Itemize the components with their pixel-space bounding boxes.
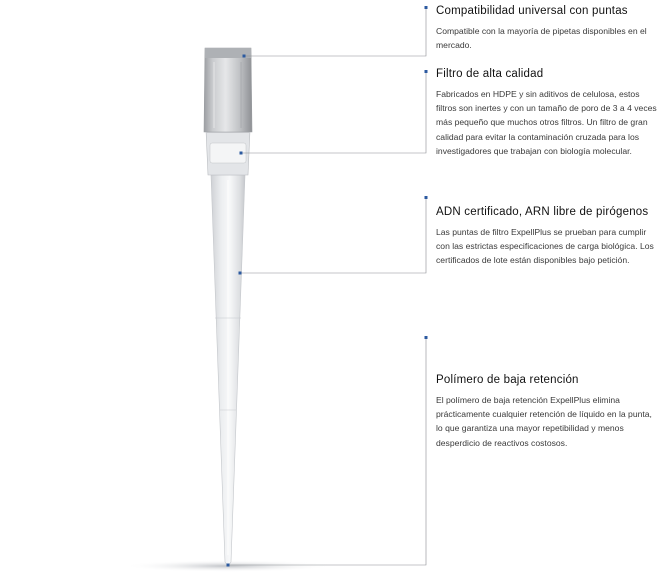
marker-1	[425, 6, 428, 9]
feature-description: Las puntas de filtro ExpellPlus se prueban para cumplir con las estrictas especificaciones de carga biológica. Los certificados de lote están disponibles bajo petición.	[436, 227, 654, 266]
anchor-4	[227, 564, 230, 567]
anchor-1	[243, 55, 246, 58]
callout-line-2	[241, 72, 426, 153]
feature-title: Filtro de alta calidad	[436, 68, 544, 80]
callout-lines	[228, 8, 426, 565]
marker-3	[425, 196, 428, 199]
feature-low-retention-polymer	[436, 373, 658, 450]
feature-title: Compatibilidad universal con puntas	[436, 5, 628, 17]
tip-collar	[204, 48, 252, 132]
feature-universal-compatibility	[436, 4, 662, 52]
feature-description: Compatible con la mayoría de pipetas disponibles en el mercado.	[436, 26, 647, 51]
feature-certified-dna-rna	[436, 205, 658, 268]
callout-line-3	[240, 198, 426, 273]
feature-description: El polímero de baja retención ExpellPlus elimina prácticamente cualquier retención de líquido en la punta, lo que garantiza una mayor repetibilidad y menos desperdicio de reactivos costosos.	[436, 395, 652, 448]
feature-high-quality-filter	[436, 67, 658, 158]
marker-2	[425, 70, 428, 73]
callout-line-1	[244, 8, 426, 56]
callout-line-4	[228, 338, 426, 565]
marker-4	[425, 336, 428, 339]
anchor-3	[239, 272, 242, 275]
feature-description: Fabricados en HDPE y sin aditivos de celulosa, estos filtros son inertes y con un tamaño de poro de 3 a 4 veces más pequeño que muchos otros filtros. Un filtro de gran calidad para evitar la contaminación cruzada para los investigadores que trabajan con biología molecular.	[436, 89, 657, 156]
anchor-2	[240, 152, 243, 155]
feature-title: ADN certificado, ARN libre de pirógenos	[436, 206, 649, 218]
callout-markers	[227, 6, 428, 567]
feature-title: Polímero de baja retención	[436, 374, 579, 386]
